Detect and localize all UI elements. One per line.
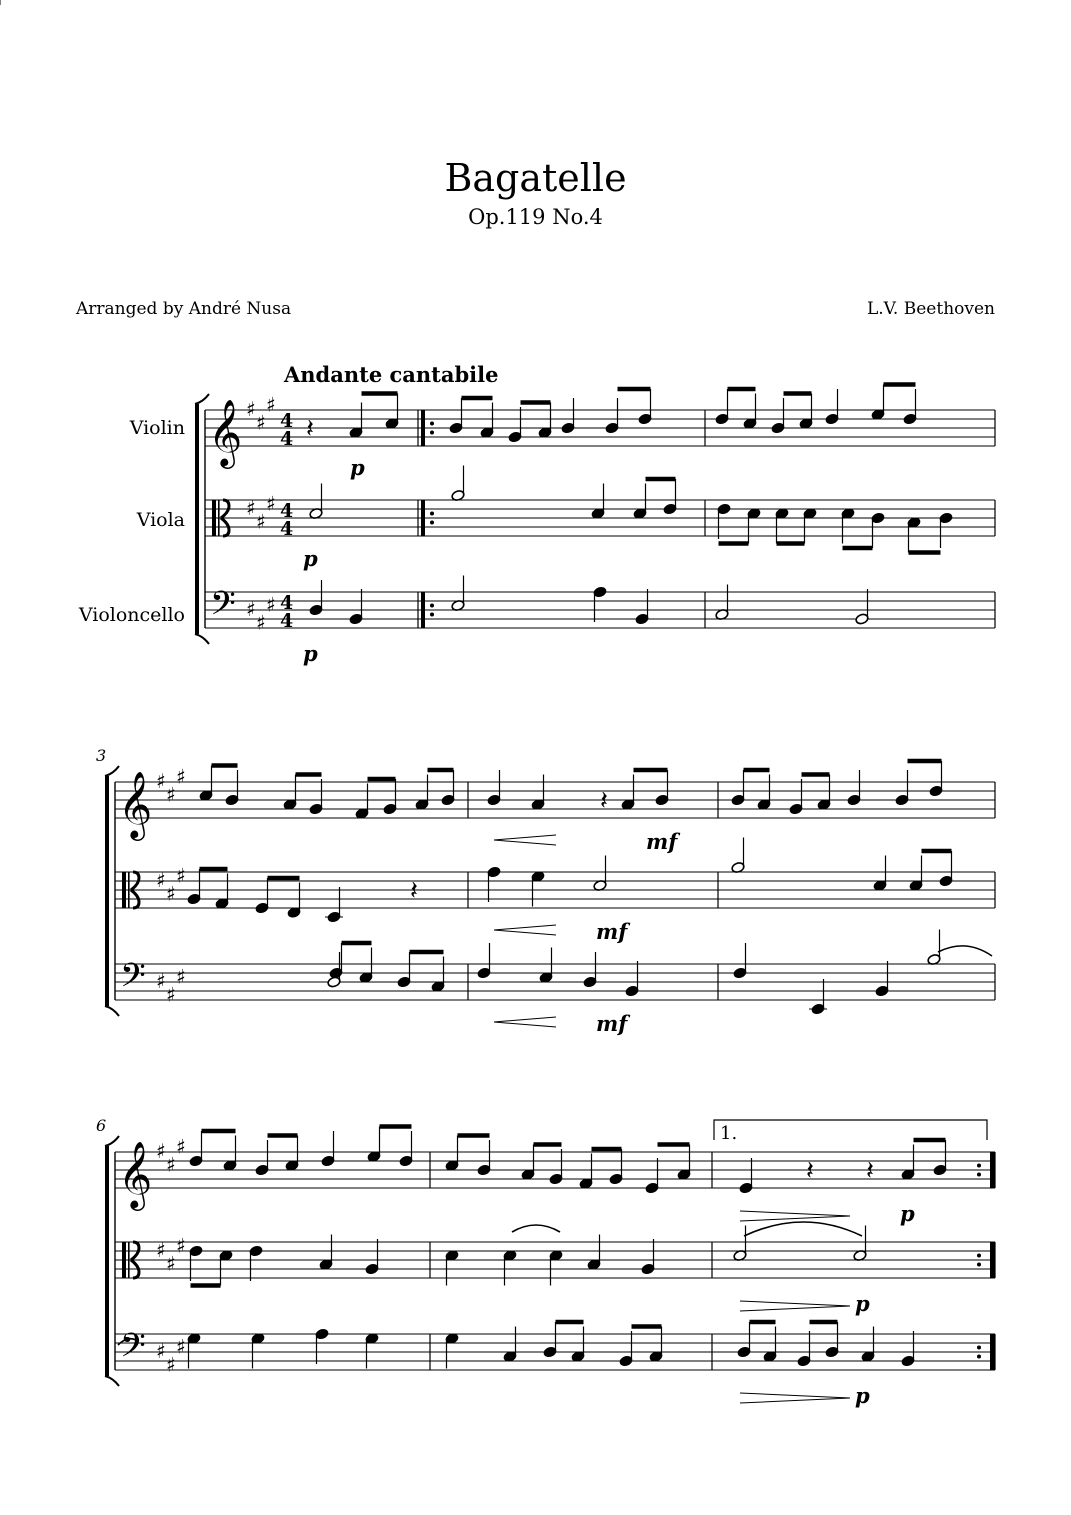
- note: [415, 775, 429, 811]
- dynamic-p: p: [350, 455, 365, 480]
- note: [873, 856, 887, 892]
- note: [451, 466, 465, 502]
- note: [445, 1136, 459, 1172]
- bass-clef-icon: 𝄢: [210, 585, 236, 631]
- note: [285, 1136, 299, 1172]
- repeat-start-bar: [421, 410, 425, 446]
- bass-clef-icon: 𝄢: [120, 957, 146, 1003]
- note: [441, 770, 455, 806]
- note: [325, 887, 343, 923]
- dynamic-p: p: [303, 641, 318, 666]
- alto-clef-icon: [122, 872, 126, 908]
- note: [715, 585, 729, 621]
- note: [225, 770, 239, 806]
- note: [521, 1145, 535, 1181]
- sharp-icon: ♯: [176, 764, 186, 789]
- note: [189, 1245, 203, 1281]
- alto-clef-icon: [122, 1242, 126, 1278]
- repeat-dot: [430, 521, 434, 525]
- note: [825, 389, 839, 425]
- note: [287, 883, 301, 919]
- sharp-icon: ♯: [256, 610, 266, 635]
- sharp-icon: ♯: [166, 782, 176, 807]
- note: [757, 775, 771, 811]
- system-bracket: [105, 776, 109, 1006]
- sharp-icon: ♯: [176, 863, 186, 888]
- note: [349, 403, 363, 439]
- note: [593, 586, 607, 622]
- note: [789, 779, 803, 815]
- note: [638, 389, 652, 425]
- note: [223, 1136, 237, 1172]
- note: [747, 507, 761, 543]
- note: [187, 1332, 201, 1368]
- dynamic-p: p: [900, 1201, 915, 1226]
- repeat-end-bar: [990, 1152, 995, 1188]
- repeat-dot: [977, 1263, 981, 1267]
- repeat-dot: [977, 1173, 981, 1177]
- crescendo-hairpin: [494, 835, 556, 845]
- note: [355, 784, 369, 820]
- opus-subtitle: Op.119 No.4: [468, 205, 603, 229]
- note: [487, 866, 501, 902]
- note: [927, 930, 941, 966]
- note: [397, 952, 411, 988]
- time-signature: 4: [280, 592, 294, 614]
- repeat-dot: [977, 1164, 981, 1168]
- note: [587, 1235, 601, 1271]
- note: [283, 775, 297, 811]
- note: [315, 1328, 329, 1364]
- note: [365, 1239, 379, 1275]
- system-structure: [105, 393, 995, 1387]
- time-signature: 4: [280, 410, 294, 432]
- sharp-icon: ♯: [156, 1238, 166, 1262]
- repeat-dot: [977, 1355, 981, 1359]
- note: [431, 957, 445, 993]
- instrument-label-viola: Viola: [136, 509, 185, 531]
- note: [733, 1226, 747, 1262]
- note: [367, 1127, 381, 1163]
- composer-credit: L.V. Beethoven: [866, 299, 995, 319]
- note: [538, 403, 552, 439]
- sharp-icon: ♯: [156, 1339, 166, 1363]
- note: [939, 512, 953, 548]
- note: [817, 775, 831, 811]
- note: [803, 507, 817, 543]
- note: [799, 394, 813, 430]
- note: [503, 1327, 517, 1363]
- sharp-icon: ♯: [246, 496, 256, 520]
- alto-clef-icon: [128, 1242, 130, 1278]
- note: [633, 484, 647, 520]
- note: [853, 1226, 867, 1262]
- sharp-icon: ♯: [266, 491, 276, 516]
- note: [399, 1131, 413, 1167]
- note: [487, 770, 501, 806]
- note: [733, 943, 747, 979]
- note: [579, 1154, 593, 1190]
- note: [215, 874, 229, 910]
- note: [609, 1149, 623, 1185]
- sharp-icon: ♯: [256, 509, 266, 534]
- sharp-icon: ♯: [256, 410, 266, 435]
- sharp-icon: ♯: [266, 592, 276, 617]
- note: [508, 407, 522, 443]
- note: [649, 1327, 663, 1363]
- note: [383, 779, 397, 815]
- bracket-hook: [105, 1136, 119, 1146]
- note: [349, 589, 363, 625]
- note: [329, 943, 343, 979]
- note: [677, 1145, 691, 1181]
- tempo-marking: Andante cantabile: [284, 362, 499, 387]
- note: [309, 484, 323, 520]
- note: [359, 948, 373, 984]
- bracket-hook: [195, 394, 209, 404]
- dynamic-mf: mf: [596, 919, 628, 944]
- note: [855, 589, 869, 625]
- dynamic-p: p: [855, 1383, 870, 1408]
- bracket-hook: [195, 634, 209, 644]
- sharp-icon: ♯: [176, 1334, 186, 1359]
- diminuendo-hairpin: [740, 1211, 850, 1221]
- note: [319, 1235, 333, 1271]
- note: [861, 1327, 875, 1363]
- sharp-icon: ♯: [246, 397, 256, 421]
- dynamic-p: p: [855, 1291, 870, 1316]
- note: [895, 770, 909, 806]
- note: [385, 394, 399, 430]
- note: [635, 589, 649, 625]
- measure-number-6: 6: [96, 1116, 107, 1135]
- note: [571, 1327, 585, 1363]
- repeat-dot: [977, 1346, 981, 1350]
- note: [219, 1249, 233, 1285]
- note: [255, 878, 269, 914]
- treble-clef-icon: 𝄞: [118, 1140, 153, 1208]
- note: [621, 775, 635, 811]
- note: [503, 1249, 517, 1285]
- sharp-icon: ♯: [266, 392, 276, 417]
- repeat-dot: [977, 1254, 981, 1258]
- bracket-hook: [105, 766, 119, 776]
- note: [251, 1332, 265, 1368]
- note: [249, 1245, 263, 1281]
- system-bracket: [195, 404, 199, 634]
- dynamic-p: p: [303, 546, 318, 571]
- note: [451, 576, 465, 612]
- note: [309, 580, 323, 616]
- time-signature: 4: [280, 518, 294, 540]
- crescendo-hairpin: [494, 1017, 556, 1027]
- note: [605, 398, 619, 434]
- repeat-dot: [430, 604, 434, 608]
- note: [929, 761, 943, 797]
- note: [717, 503, 731, 539]
- note: [309, 779, 323, 815]
- diminuendo-hairpin: [740, 1393, 850, 1403]
- note: [583, 952, 597, 988]
- note: [449, 398, 463, 434]
- note: [543, 1322, 557, 1358]
- bracket-hook: [105, 1006, 119, 1016]
- sharp-icon: ♯: [166, 982, 176, 1007]
- note: [619, 1331, 633, 1367]
- note: [903, 389, 917, 425]
- note: [731, 838, 745, 874]
- note: [731, 770, 745, 806]
- sharp-icon: ♯: [176, 1134, 186, 1159]
- repeat-start-bar: [421, 592, 425, 628]
- note: [199, 766, 213, 802]
- note: [933, 1140, 947, 1176]
- note: [797, 1331, 811, 1367]
- tie: [938, 946, 992, 956]
- sharp-icon: ♯: [156, 769, 166, 793]
- first-ending-bracket: [714, 1120, 987, 1140]
- diminuendo-hairpin: [740, 1301, 850, 1311]
- instrument-label-violin: Violin: [129, 417, 185, 439]
- sharp-icon: ♯: [166, 1251, 176, 1276]
- note: [591, 484, 605, 520]
- sharp-icon: ♯: [176, 1233, 186, 1258]
- repeat-dot: [430, 431, 434, 435]
- note: [593, 856, 607, 892]
- system-bracket: [105, 1146, 109, 1376]
- note: [739, 1158, 753, 1194]
- staff-lines: [115, 410, 995, 1370]
- note: [743, 394, 757, 430]
- sharp-icon: ♯: [156, 969, 166, 993]
- treble-clef-icon: 𝄞: [118, 770, 153, 838]
- crescendo-hairpin: [494, 925, 556, 935]
- note: [771, 398, 785, 434]
- note: [655, 770, 669, 806]
- dynamic-mf: mf: [596, 1011, 628, 1036]
- sharp-icon: ♯: [166, 1152, 176, 1177]
- quarter-rest-icon: 𝄽: [600, 786, 608, 816]
- sharp-icon: ♯: [246, 597, 256, 621]
- note: [365, 1332, 379, 1368]
- note: [809, 979, 827, 1015]
- repeat-dot: [430, 422, 434, 426]
- treble-clef-icon: 𝄞: [208, 398, 243, 466]
- note: [715, 389, 729, 425]
- time-signature: 4: [280, 428, 294, 450]
- quarter-rest-icon: 𝄽: [306, 414, 314, 444]
- bracket-hook: [105, 1376, 119, 1386]
- note: [901, 1145, 915, 1181]
- alto-clef-icon: [218, 500, 220, 536]
- note: [641, 1239, 655, 1275]
- tie: [744, 1222, 862, 1236]
- repeat-end-bar: [990, 1242, 995, 1278]
- note: [871, 385, 885, 421]
- note: [847, 770, 861, 806]
- repeat-end-bar: [990, 1334, 995, 1370]
- dynamic-mf: mf: [646, 829, 678, 854]
- sharp-icon: ♯: [156, 868, 166, 892]
- sharp-icon: ♯: [166, 881, 176, 906]
- measure-number-3: 3: [96, 746, 107, 765]
- repeat-dot: [430, 613, 434, 617]
- note: [189, 1131, 203, 1167]
- note: [737, 1322, 751, 1358]
- alto-clef-icon: [212, 500, 216, 536]
- alto-clef-icon: [128, 872, 130, 908]
- note: [907, 516, 921, 552]
- tie: [512, 1225, 560, 1232]
- quarter-rest-icon: 𝄽: [410, 876, 418, 906]
- note: [321, 1131, 335, 1167]
- note: [531, 775, 545, 811]
- sharp-icon: ♯: [176, 964, 186, 989]
- note: [871, 512, 885, 548]
- note: [255, 1140, 269, 1176]
- note: [875, 961, 889, 997]
- note: [531, 870, 545, 906]
- note: [477, 1140, 491, 1176]
- note: [939, 851, 953, 887]
- note: [775, 507, 789, 543]
- quarter-rest-icon: 𝄽: [866, 1156, 874, 1186]
- note: [445, 1249, 459, 1285]
- instrument-label-violoncello: Violoncello: [78, 604, 185, 626]
- piece-title: Bagatelle: [444, 156, 627, 200]
- sharp-icon: ♯: [156, 1139, 166, 1163]
- time-signature: 4: [280, 500, 294, 522]
- note: [645, 1158, 659, 1194]
- note: [561, 398, 575, 434]
- note: [841, 507, 855, 543]
- sharp-icon: ♯: [166, 1352, 176, 1377]
- note: [901, 1331, 915, 1367]
- first-ending-label: 1.: [720, 1123, 738, 1144]
- note: [549, 1249, 563, 1285]
- repeat-dot: [430, 512, 434, 516]
- note: [763, 1327, 777, 1363]
- note: [187, 869, 201, 905]
- note: [539, 948, 553, 984]
- note: [477, 943, 491, 979]
- note: [909, 856, 923, 892]
- note: [663, 479, 677, 515]
- repeat-start-bar: [421, 500, 425, 536]
- note: [625, 961, 639, 997]
- note: [480, 403, 494, 439]
- note: [825, 1322, 839, 1358]
- note: [549, 1149, 563, 1185]
- note: [445, 1332, 459, 1368]
- bass-clef-icon: 𝄢: [120, 1327, 146, 1373]
- arranger-credit: Arranged by André Nusa: [76, 299, 292, 319]
- quarter-rest-icon: 𝄽: [806, 1156, 814, 1186]
- time-signature: 4: [280, 610, 294, 632]
